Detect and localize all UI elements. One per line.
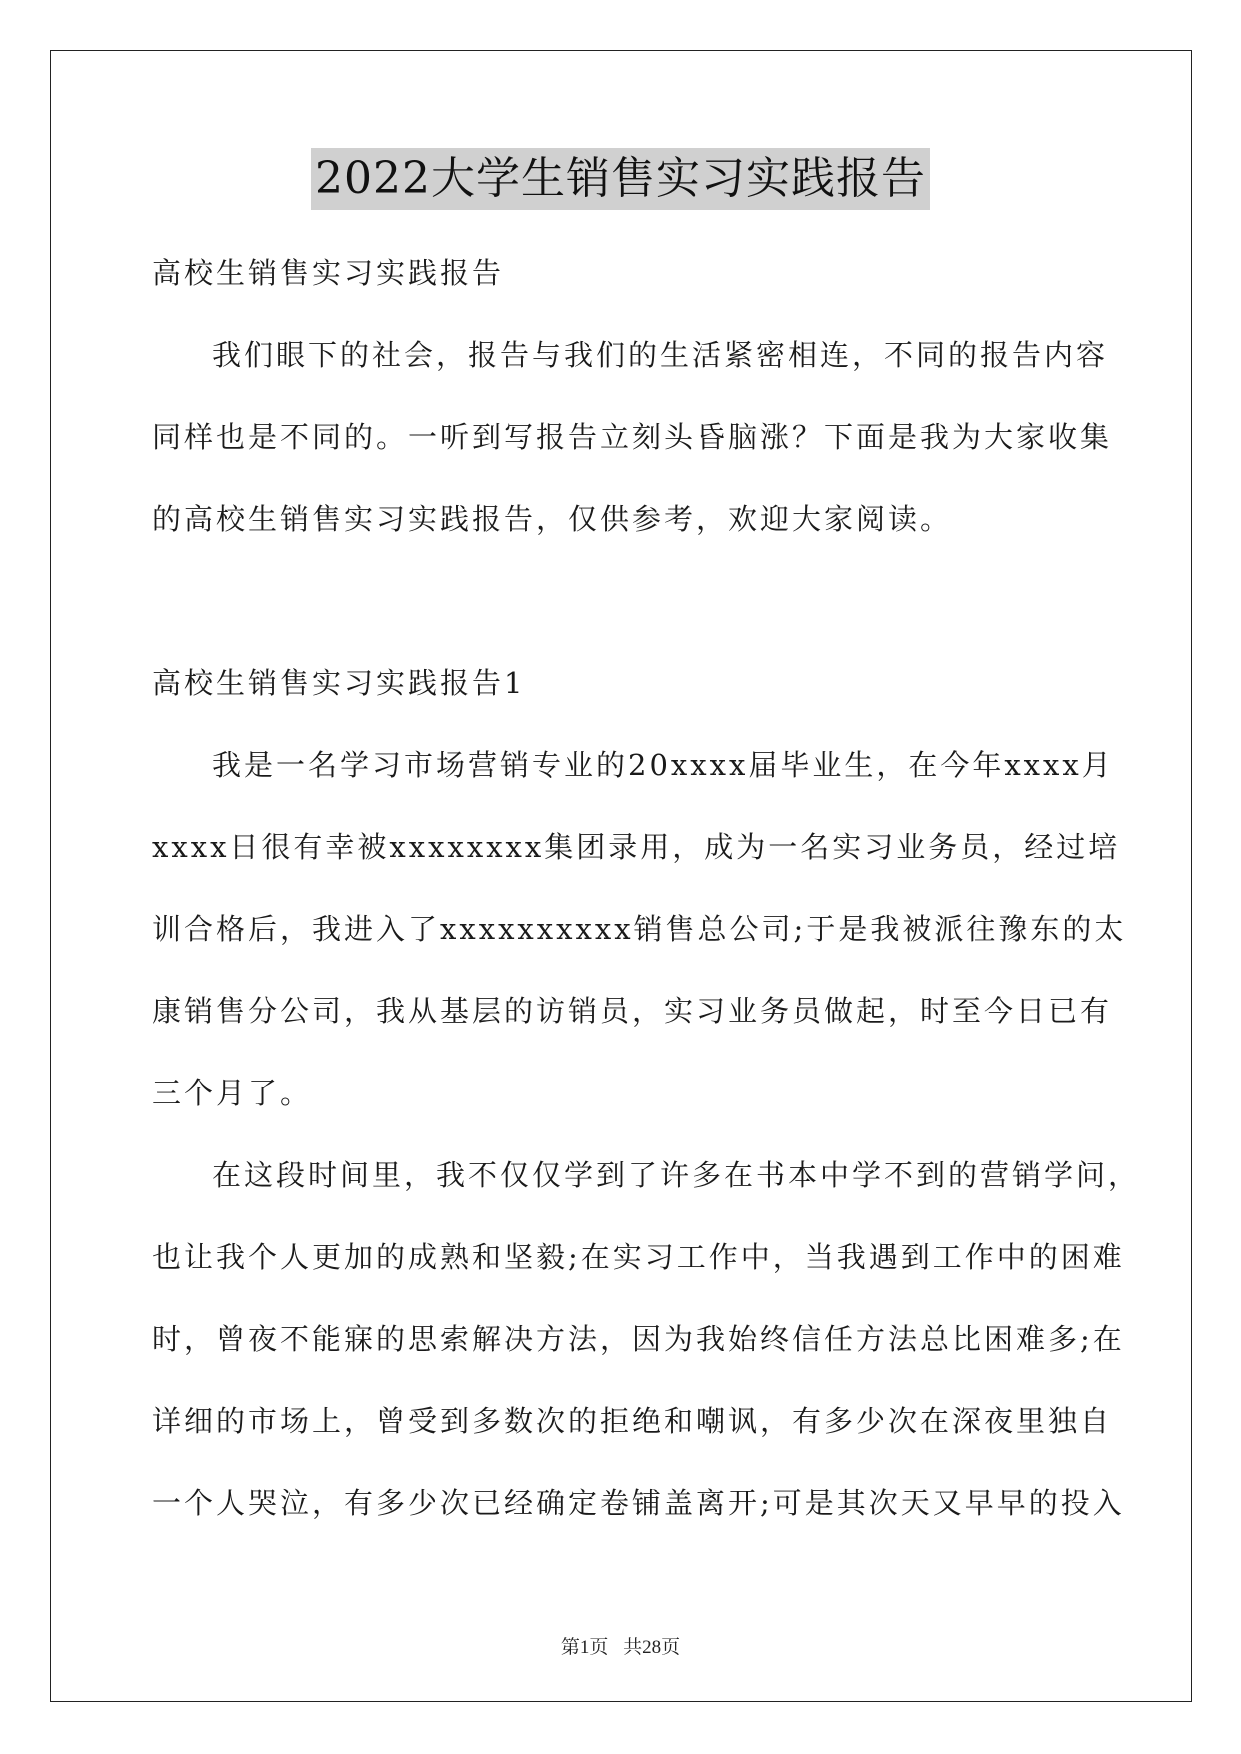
paragraph-line: 在这段时间里，我不仅仅学到了许多在书本中学不到的营销学问， [212, 1158, 1141, 1192]
paragraph-line: 时，曾夜不能寐的思索解决方法，因为我始终信任方法总比困难多;在 [152, 1322, 1125, 1356]
subtitle: 高校生销售实习实践报告 [152, 256, 505, 290]
paragraph-line: 训合格后，我进入了xxxxxxxxxx销售总公司;于是我被派往豫东的太 [152, 912, 1127, 946]
paragraph-line: 也让我个人更加的成熟和坚毅;在实习工作中，当我遇到工作中的困难 [152, 1240, 1125, 1274]
page-footer [0, 1632, 1241, 1659]
document-title [0, 148, 1241, 210]
paragraph-line: xxxx日很有幸被xxxxxxxx集团录用，成为一名实习业务员，经过培 [152, 830, 1121, 864]
paragraph-line: 我是一名学习市场营销专业的20xxxx届毕业生，在今年xxxx月 [212, 748, 1114, 782]
section-heading: 高校生销售实习实践报告1 [152, 666, 526, 700]
page-number: 第1页 [560, 1637, 609, 1658]
paragraph-line: 一个人哭泣，有多少次已经确定卷铺盖离开;可是其次天又早早的投入 [152, 1486, 1125, 1520]
page-total: 共28页 [623, 1637, 681, 1658]
intro-line: 我们眼下的社会，报告与我们的生活紧密相连，不同的报告内容 [212, 338, 1109, 372]
intro-line: 的高校生销售实习实践报告，仅供参考，欢迎大家阅读。 [152, 502, 953, 536]
paragraph-line: 康销售分公司，我从基层的访销员，实习业务员做起，时至今日已有 [152, 994, 1113, 1028]
section-spacer [152, 560, 1092, 642]
paragraph-line: 详细的市场上，曾受到多数次的拒绝和嘲讽，有多少次在深夜里独自 [152, 1404, 1113, 1438]
document-body [152, 232, 1141, 1544]
intro-line: 同样也是不同的。一听到写报告立刻头昏脑涨？下面是我为大家收集 [152, 420, 1113, 454]
paragraph-line: 三个月了。 [152, 1076, 313, 1110]
title-text: 2022大学生销售实习实践报告 [311, 148, 930, 210]
